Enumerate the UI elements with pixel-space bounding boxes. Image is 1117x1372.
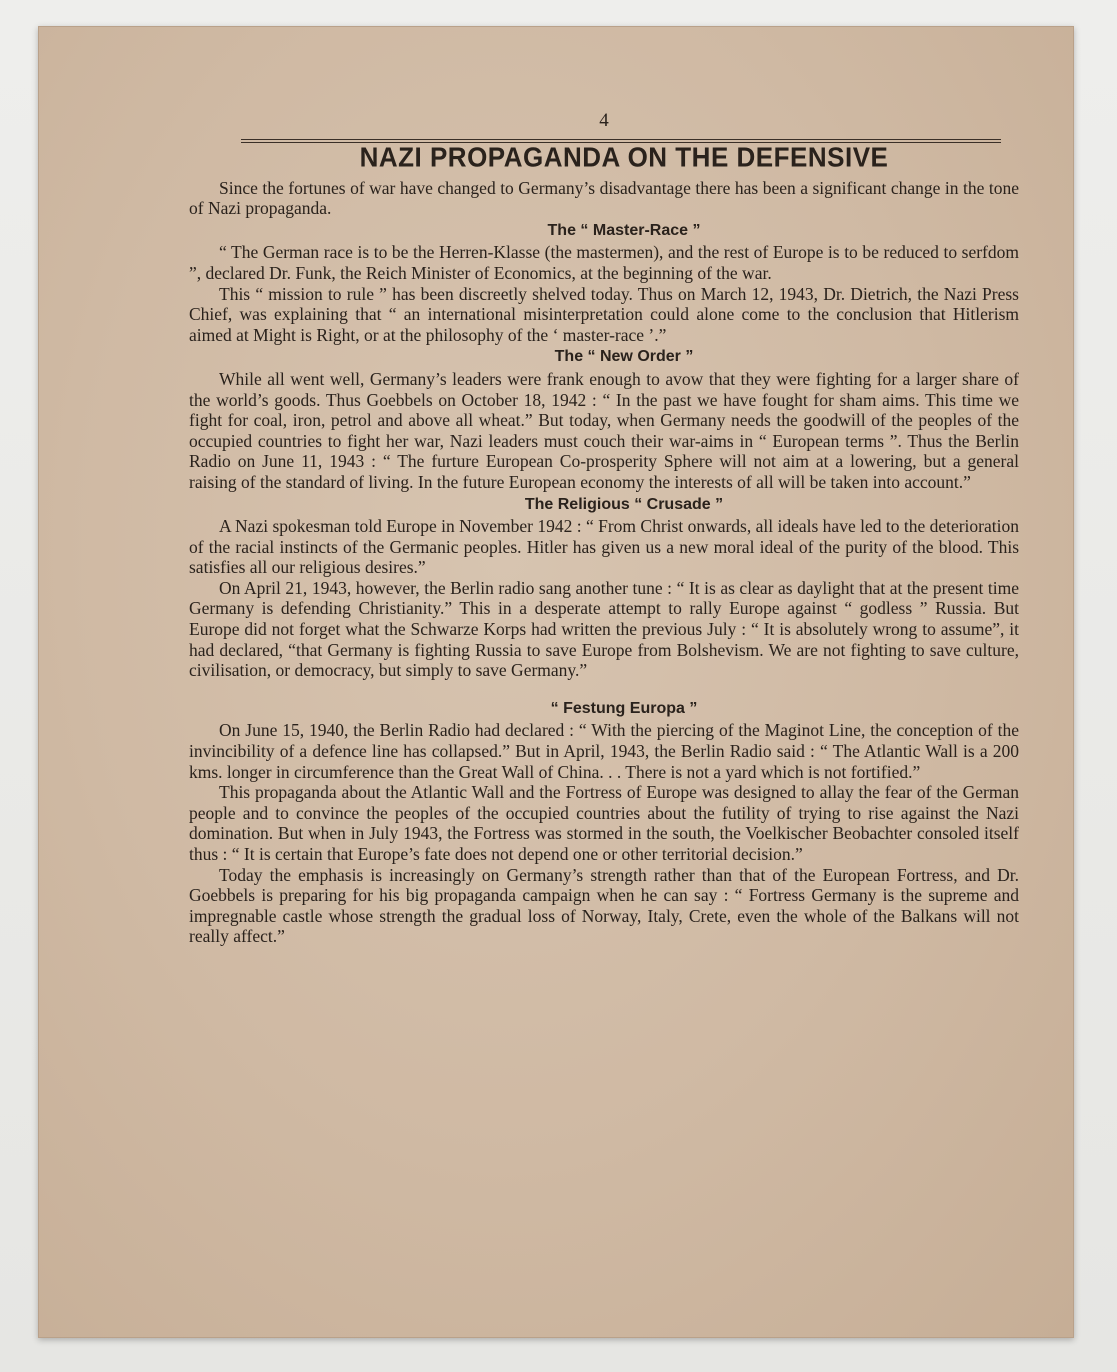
page-number: 4 bbox=[599, 110, 609, 131]
paragraph: A Nazi spokesman told Europe in November 1942 : “ From Christ onwards, all ideals have led to the deterioration of the racial instincts of the Germanic peoples. Hitler has given us a new moral ideal of the purity of the blood. This satisfies all our religious desires.” bbox=[189, 516, 1019, 578]
paragraph: This “ mission to rule ” has been discreetly shelved today. Thus on March 12, 1943, Dr. Dietrich, the Nazi Press Chief, was explaining that “ an international misinterpretation could alone come to the conclusion that Hitlerism aimed at Might is Right, or at the philosophy of the ‘ master-race ’.” bbox=[189, 283, 1019, 345]
page-title: NAZI PROPAGANDA ON THE DEFENSIVE bbox=[359, 140, 889, 174]
section-heading-religious-crusade: The Religious “ Crusade ” bbox=[524, 495, 724, 513]
paragraph: Today the emphasis is increasingly on Germany’s strength rather than that of the European Fortress, and Dr. Goebbels is preparing for his big propaganda campaign when he can say : “ Fortress Germany is the supreme and impregnable castle whose strength the gradual loss of Norway, Italy, Crete, even the whole of the Balkans will not really affect.” bbox=[189, 864, 1019, 947]
page-content bbox=[189, 107, 1019, 947]
section-heading-master-race: The “ Master-Race ” bbox=[547, 221, 701, 239]
paragraph: On April 21, 1943, however, the Berlin radio sang another tune : “ It is as clear as daylight that at the present time Germany is defending Christianity.” This in a desperate attempt to rally Europe against “ godless ” Russia. But Europe did not forget what the Schwarze Korps had written the previous July : “ It is absolutely wrong to assume”, it had declared, “that Germany is fighting Russia to save Europe from Bolshevism. We are not fighting to save culture, civilisation, or democracy, but simply to save Germany.” bbox=[189, 577, 1019, 681]
intro-paragraph: Since the fortunes of war have changed to Germany’s disadvantage there has been a significant change in the tone of Nazi propaganda. bbox=[189, 177, 1019, 219]
section-heading-festung-europa: “ Festung Europa ” bbox=[550, 699, 698, 717]
paragraph: On June 15, 1940, the Berlin Radio had declared : “ With the piercing of the Maginot Line, the conception of the invincibility of a defence line has collapsed.” But in April, 1943, the Berlin Radio said : “ The Atlantic Wall is a 200 kms. longer in circumference than the Great Wall of China. . . There is not a yard which is not fortified.” bbox=[189, 720, 1019, 782]
paragraph: While all went well, Germany’s leaders were frank enough to avow that they were fighting for a larger share of the world’s goods. Thus Goebbels on October 18, 1942 : “ In the past we have fought for sham aims. This time we fight for coal, iron, petrol and above all wheat.” But today, when Germany needs the goodwill of the peoples of the occupied countries to fight her war, Nazi leaders must couch their war-aims in “ European terms ”. Thus the Berlin Radio on June 11, 1943 : “ The furture European Co-prosperity Sphere will not aim at a lowering, but a general raising of the standard of living. In the future European economy the interests of all will be taken into account.” bbox=[189, 368, 1019, 492]
paragraph: This propaganda about the Atlantic Wall and the Fortress of Europe was designed to allay the fear of the German people and to convince the peoples of the occupied countries about the futility of trying to rise against the Nazi domination. But when in July 1943, the Fortress was stormed in the south, the Voelkischer Beobachter consoled itself thus : “ It is certain that Europe’s fate does not depend one or other territorial decision.” bbox=[189, 782, 1019, 864]
section-gap bbox=[189, 681, 1019, 697]
paragraph: “ The German race is to be the Herren-Klasse (the mastermen), and the rest of Europe is to be reduced to serfdom ”, declared Dr. Funk, the Reich Minister of Economics, at the beginning of the war. bbox=[189, 242, 1019, 283]
document-page bbox=[38, 26, 1074, 1338]
section-heading-new-order: The “ New Order ” bbox=[554, 348, 694, 366]
